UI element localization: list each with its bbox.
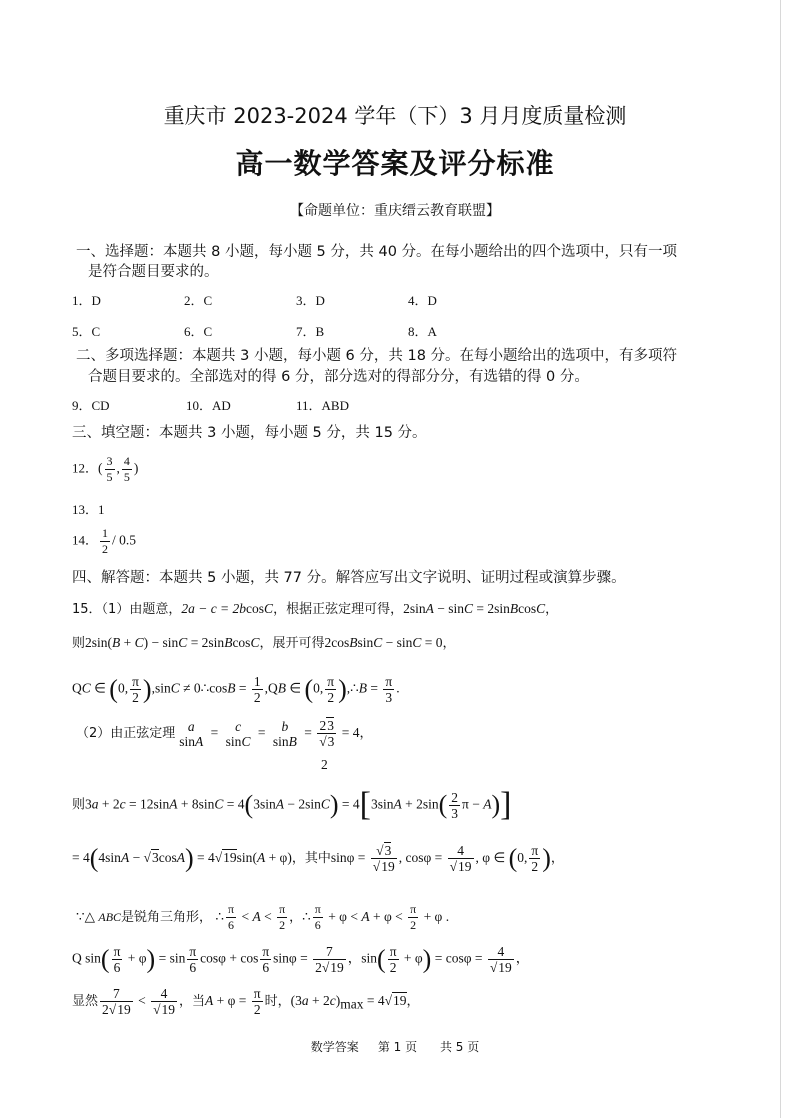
page-total: 共 5 页	[439, 1040, 480, 1054]
authoring-unit: 【命题单位：重庆缙云教育联盟】	[290, 203, 500, 219]
answer-11: 11．ABD	[296, 398, 349, 413]
q15-part2-line4: ∵△ ABC是锐角三角形， ∴ $\frac{\pi}{6}$ < A < $\frac{\pi}{2}$ ，∴ $\frac{\pi}{6}$ + φ < A + φ < $\frac{\pi}{2}$ + φ .	[76, 902, 450, 932]
answer-5: 5．C	[72, 324, 101, 339]
q15-line2: 则2sin(B + C) − sinC = 2sinBcosC，展开可得2cosBsinC − sinC = 0，	[72, 635, 456, 651]
answer-8: 8．A	[408, 324, 437, 339]
q15-part2-line6: 显然 $\frac{7}{2√19}$ < $\frac{4}{√19}$ ，当A + φ = $\frac{\pi}{2}$ 时，$(3a + 2c)_{max} = 4√19$，	[72, 986, 420, 1017]
section2-heading-line1: 二、多项选择题：本题共 3 小题，每小题 6 分，共 18 分。在每小题给出的选项中，有多项符	[76, 348, 678, 364]
q15-part2-line3: = 4(4sinA − √3cosA) = 4√19sin(A + φ)，其中sinφ = $\frac{√3}{√19}$ , cosφ = $\frac{4}{√19}$ , φ ∈ (0, $\frac{\pi}{2}$ )，	[72, 843, 564, 874]
q15-part2-denominator: 2	[321, 757, 328, 772]
answer-1: 1．D	[72, 293, 101, 308]
answer-14: 14． $\frac{1}{2}$ / 0.5	[72, 526, 137, 556]
answer-12: 12．( $\frac{3}{5}$ , $\frac{4}{5}$ )	[72, 454, 139, 484]
q15-line1: 15．（1）由题意，2a − c = 2bcosC，根据正弦定理可得，2sinA − sinC = 2sinBcosC，	[72, 601, 559, 617]
page-title: 重庆市 2023-2024 学年（下）3 月月度质量检测	[163, 104, 627, 128]
answer-10: 10．AD	[186, 398, 231, 413]
page-number: 第 1 页	[377, 1040, 418, 1054]
section4-heading: 四、解答题：本题共 5 小题，共 77 分。解答应写出文字说明、证明过程或演算步骤。	[72, 570, 626, 586]
section1-heading-line2: 是符合题目要求的。	[88, 264, 219, 280]
section2-heading-line2: 合题目要求的。全部选对的得 6 分，部分选对的得部分分，有选错的得 0 分。	[88, 369, 589, 385]
q15-part2-line5: Q sin( $\frac{\pi}{6}$ + φ) = sin $\frac{\pi}{6}$ cosφ + cos $\frac{\pi}{6}$ sinφ = $\frac{7}{2√19}$ ，sin( $\frac{\pi}{2}$ + φ) = cosφ = $\frac{4}{√19}$ ，	[72, 944, 530, 975]
q15-part2-line1: （2）由正弦定理 a sinA = c sinC = b sinB = $\frac{23}{√3}$ = 4，	[76, 718, 373, 749]
section3-heading: 三、填空题：本题共 3 小题，每小题 5 分，共 15 分。	[72, 425, 427, 441]
answer-3: 3．D	[296, 293, 325, 308]
q15-line3: QC ∈ (0, $\frac{\pi}{2}$ ),sinC ≠ 0∴cosB = $\frac{1}{2}$ ,QB ∈ (0, $\frac{\pi}{2}$ ),∴B = $\frac{\pi}{3}$ .	[72, 674, 400, 705]
answer-6: 6．C	[184, 324, 213, 339]
answer-4: 4．D	[408, 293, 437, 308]
answer-2: 2．C	[184, 293, 213, 308]
section1-heading-line1: 一、选择题：本题共 8 小题，每小题 5 分，共 40 分。在每小题给出的四个选项中，只有一项	[76, 244, 678, 260]
q15-part2-line2: 则3a + 2c = 12sinA + 8sinC = 4(3sinA − 2sinC) = 4[3sinA + 2sin( $\frac{2}{3}$ π − A)]	[72, 786, 512, 823]
page-subtitle: 高一数学答案及评分标准	[235, 147, 555, 180]
answer-9: 9．CD	[72, 398, 110, 413]
answer-13: 13．1	[72, 502, 105, 517]
page-footer: 数学答案 第 1 页 共 5 页	[310, 1040, 480, 1054]
answer-7: 7．B	[296, 324, 325, 339]
